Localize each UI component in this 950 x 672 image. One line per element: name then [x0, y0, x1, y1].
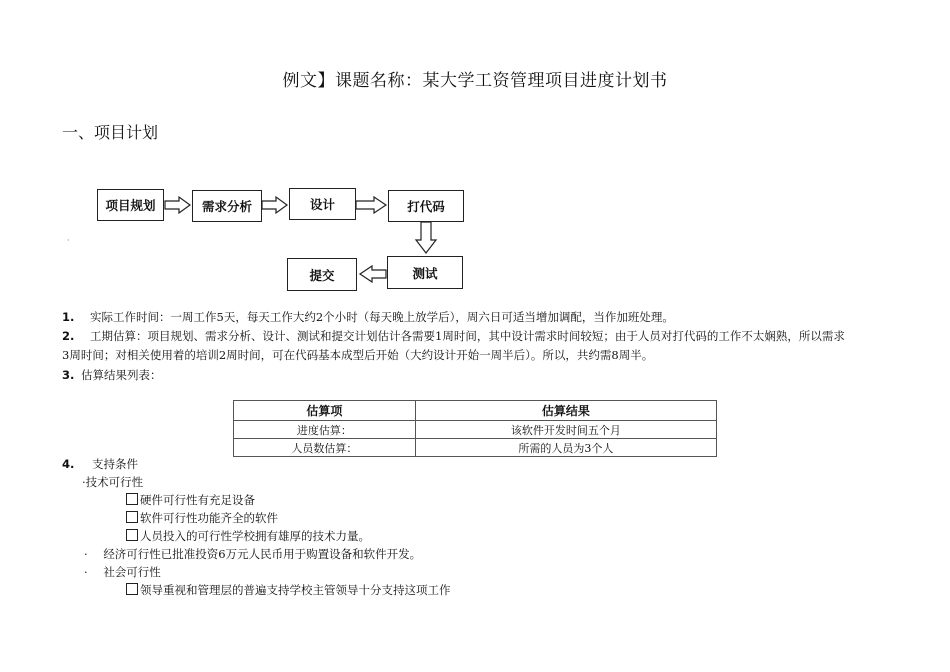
- checkbox-icon: [126, 529, 138, 541]
- arrow-design-to-code: [356, 197, 386, 213]
- item-1-text: 实际工作时间：一周工作5天，每天工作大约2个小时（每天晚上放学后），周六日可适当增加调配，当作加班处理。: [90, 310, 674, 324]
- arrow-test-to-submit: [360, 266, 386, 282]
- econ-text: 经济可行性已批准投资6万元人民币用于购置设备和软件开发。: [103, 547, 422, 561]
- item-4-title: 支持条件: [92, 457, 139, 471]
- document-title: 例文】课题名称：某大学工资管理项目进度计划书: [282, 71, 668, 91]
- item-2-number: 2.: [62, 329, 75, 343]
- econ-feasibility: [84, 545, 421, 564]
- item-1: [62, 308, 674, 327]
- flow-arrows: [0, 0, 950, 300]
- checkbox-icon: [126, 493, 138, 505]
- flow-box-requirements: 需求分析: [192, 190, 262, 222]
- table-row: [234, 421, 717, 439]
- flow-box-coding: 打代码: [388, 190, 464, 222]
- tech-item: [126, 491, 255, 510]
- stray-dot: ·: [67, 236, 70, 245]
- arrow-code-to-test: [416, 222, 436, 253]
- bullet-icon: ·: [84, 565, 88, 579]
- checkbox-icon: [126, 583, 138, 595]
- tech-item: [126, 509, 278, 528]
- tech-item-text: 人员投入的可行性学校拥有雄厚的技术力量。: [140, 529, 370, 543]
- estimate-table: [233, 400, 717, 457]
- social-feasibility: [84, 563, 161, 582]
- item-2-text-1: 工期估算：项目规划、需求分析、设计、测试和提交计划估计各需要1周时间，其中设计需求时间较短；由于人员对打代码的工作不太娴熟，所以需求: [90, 329, 845, 343]
- tech-item-text: 硬件可行性有充足设备: [140, 493, 255, 507]
- social-item-text: 领导重视和管理层的普遍支持学校主管领导十分支持这项工作: [140, 583, 451, 597]
- flow-box-design: 设计: [289, 188, 356, 220]
- tech-feasibility: ·技术可行性: [82, 475, 144, 489]
- item-4: [62, 455, 138, 474]
- flow-box-plan: 项目规划: [97, 189, 164, 221]
- item-2-line-2: 3周时间；对相关使用着的培训2周时间，可在代码基本成型后开始（大约设计开始一周半后）。所以，共约需8周半。: [62, 348, 654, 362]
- item-2-line-1: [62, 327, 845, 346]
- table-header-item: 估算项: [234, 401, 416, 421]
- flow-box-testing: 测试: [387, 256, 463, 289]
- item-1-number: 1.: [62, 310, 75, 324]
- table-header-row: [234, 401, 717, 421]
- item-4-number: 4.: [62, 457, 75, 471]
- table-cell: 所需的人员为3个人: [415, 439, 716, 457]
- bullet-icon: ·: [84, 547, 88, 561]
- table-row: [234, 439, 717, 457]
- social-item: [126, 581, 451, 600]
- section-heading-project-plan: 一、项目计划: [62, 123, 159, 142]
- flow-box-submit: 提交: [287, 258, 357, 291]
- arrow-req-to-design: [262, 197, 287, 213]
- table-header-result: 估算结果: [415, 401, 716, 421]
- item-3-number: 3.: [62, 368, 75, 382]
- arrow-plan-to-req: [165, 197, 190, 213]
- table-cell: 进度估算：: [234, 421, 416, 439]
- table-cell: 该软件开发时间五个月: [415, 421, 716, 439]
- social-text: 社会可行性: [103, 565, 161, 579]
- table-cell: 人员数估算：: [234, 439, 416, 457]
- item-3-text: 估算结果列表：: [81, 368, 162, 382]
- item-3: [62, 366, 162, 385]
- tech-item: [126, 527, 370, 546]
- tech-item-text: 软件可行性功能齐全的软件: [140, 511, 278, 525]
- checkbox-icon: [126, 511, 138, 523]
